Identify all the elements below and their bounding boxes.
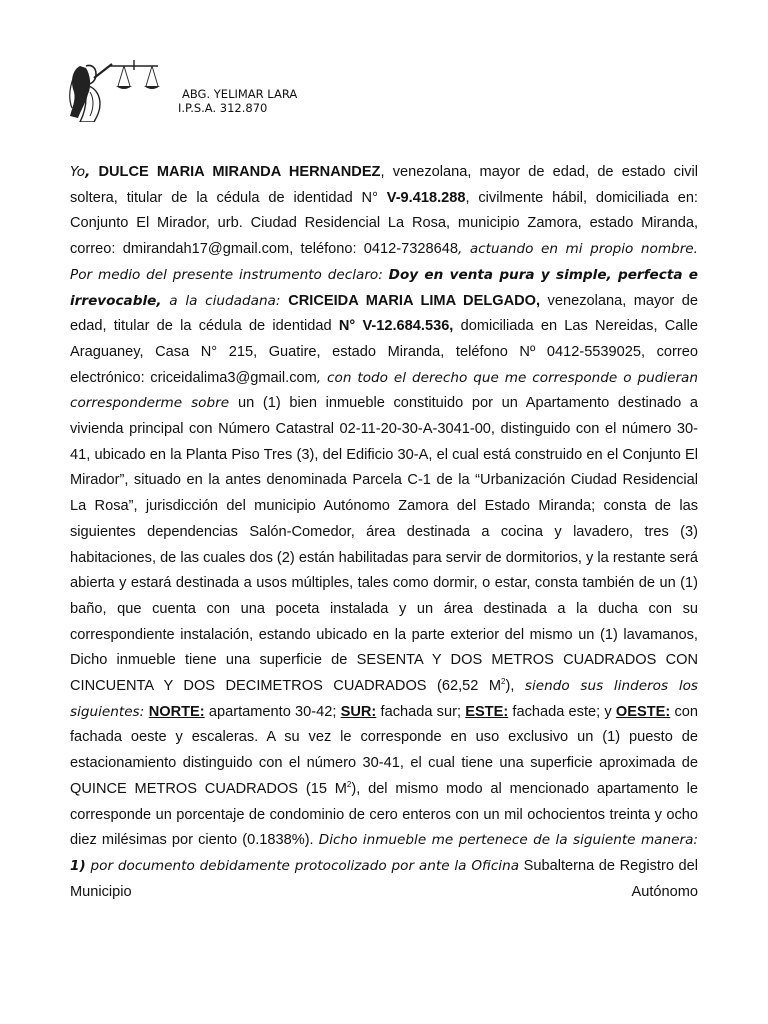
justice-lady-scales-icon — [66, 56, 166, 122]
superscript: 2 — [501, 677, 506, 687]
text-run: Dicho inmueble me pertenece de la siguiente manera: — [318, 832, 698, 849]
buyer-id: N° V-12.684.536, — [338, 318, 454, 335]
text-run: siendo sus linderos los siguientes: — [70, 678, 698, 720]
boundary-north: NORTE: — [148, 703, 205, 720]
text-run: un (1) bien inmueble constituido por un Apartamento destinado a vivienda principal con Número Catastral 02-11-20-30-A-3041-00, distinguido con el número 30-41, ubicado en la Planta Piso Tres (3), del Edificio 30-A, el cual está construido en el Conjunto El Mirador”, situado en la antes denominada Parcela C-1 de la “Urbanización Ciudad Residencial La Rosa”, jurisdicción del municipio Autónomo Zamora del Estado Miranda; consta de las siguientes dependencias Salón-Comedor, área destinada a cocina y lavadero, tres (3) habitaciones, de las cuales dos (2) están habilitadas para servir de dormitorios, y la restante será abierta y estará destinada a usos múltiples, tales como dormir, o estar, consta también de un (1) baño, que cuenta con una poceta instalada y un área destinada a la ducha con su correspondiente instalación, estando ubicado en la parte exterior del mismo un (1) lavamanos, Dicho inmueble tiene una superficie de SESENTA Y DOS METROS CUADRADOS CON CINCUENTA Y DOS DECIMETROS CUADRADOS (62,52 M — [70, 395, 698, 695]
seller-name: DULCE MARIA MIRANDA HERNANDEZ — [90, 164, 381, 180]
seller-id: V-9.418.288 — [386, 189, 466, 206]
superscript: 2 — [346, 780, 352, 790]
text-run: con fachada oeste y escaleras. A su vez le corresponde en uso exclusivo un (1) puesto de estacionamiento distinguido con el número 30-41, el cual tiene una superficie aproximada de QUINCE METROS CUADRADOS (15 M — [70, 703, 698, 797]
document-body — [70, 160, 698, 905]
text-run: por documento debidamente protocolizado por ante la Oficina — [85, 857, 520, 874]
text-run: 1) — [70, 857, 86, 874]
lawyer-header — [178, 87, 297, 115]
text-run: venezolana, mayor de edad, titular de la cédula de identidad — [70, 292, 698, 335]
text-run: ), — [505, 678, 525, 695]
text-run: , actuando en mi propio nombre. Por medio del presente instrumento declaro: — [70, 241, 698, 283]
text-run: a la ciudadana: — [161, 292, 289, 309]
text-run: , civilmente hábil, domiciliada en: Conjunto El Mirador, urb. Ciudad Residencial La Rosa, municipio Zamora, estado Miranda, correo: dmirandah17@gmail.com, teléfono: 0412-7328648 — [70, 189, 698, 258]
lawyer-ipsa: I.P.S.A. 312.870 — [178, 101, 268, 115]
text-run: fachada sur; — [376, 703, 466, 720]
lawyer-name: ABG. YELIMAR LARA — [182, 87, 298, 101]
text-run: Subalterna de Registro del Municipio Autónomo — [70, 857, 698, 900]
text-run: apartamento 30-42; — [204, 703, 341, 720]
text-run: , con todo el derecho que me corresponde o pudieran corresponderme sobre — [70, 369, 698, 412]
boundary-east: ESTE: — [465, 703, 509, 720]
text-run: , venezolana, mayor de edad, de estado civil soltera, titular de la cédula de identidad N° — [70, 164, 699, 206]
text-run: domiciliada en Las Nereidas, Calle Araguaney, Casa N° 215, Guatire, estado Miranda, teléfono Nº 0412-5539025, correo electrónico: criceidalima3@gmail.com — [70, 318, 698, 386]
sale-clause: Doy en venta pura y simple, perfecta e irrevocable, — [70, 266, 698, 309]
boundary-west: OESTE: — [615, 703, 671, 720]
text-run: Yo — [70, 164, 86, 180]
boundary-south: SUR: — [340, 703, 377, 720]
buyer-name: CRICEIDA MARIA LIMA DELGADO, — [288, 292, 541, 309]
text-run: fachada este; y — [508, 703, 616, 720]
text-run: ), del mismo modo al mencionado apartamento le corresponde un porcentaje de condominio de cero enteros con un mil ochocientos treinta y ocho diez milésimas por ciento (0.1838%). — [70, 780, 699, 849]
text-run: , — [85, 164, 91, 180]
